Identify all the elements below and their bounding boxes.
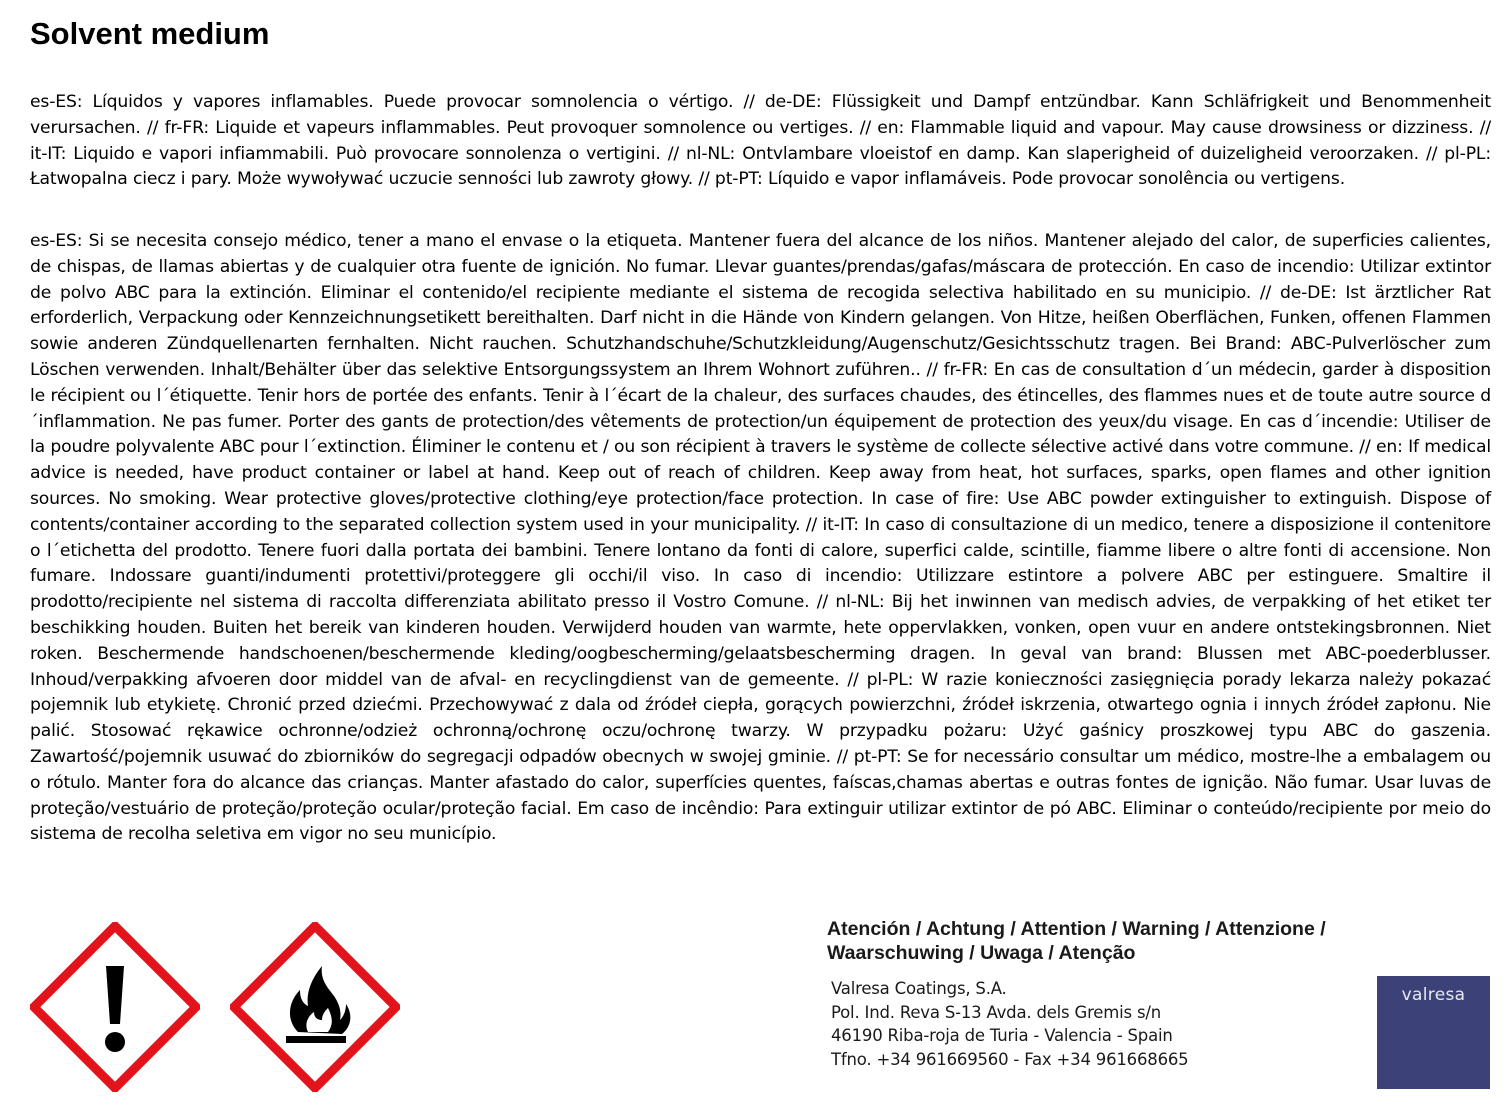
- company-phone-fax: Tfno. +34 961669560 - Fax +34 961668665: [831, 1049, 1189, 1069]
- company-name: Valresa Coatings, S.A.: [831, 979, 1007, 998]
- valresa-logo: [1377, 976, 1490, 1089]
- precautionary-statements: es-ES: Si se necesita consejo médico, tener a mano el envase o la etiqueta. Mantener fuera del alcance de los niños. Mantener alejado del calor, de superficies calientes, de chispas, de llamas abiertas y de cualquier otra fuente de ignición. No fumar. Llevar guantes/prendas/gafas/máscara de protección. En caso de incendio: Utilizar extintor de polvo ABC para la extinción. Eliminar el contenido/el recipiente mediante el sistema de recogida selectiva habilitado en su municipio. // de-DE: Ist ärztlicher Rat erforderlich, Verpackung oder Kennzeichnungsetikett bereithalten. Darf nicht in die Hände von Kindern gelangen. Von Hitze, heißen Oberflächen, Funken, offenen Flammen sowie anderen Zündquellenarten fernhalten. Nicht rauchen. Schutzhandschuhe/Schutzkleidung/Augenschutz/Gesichtsschutz tragen. Bei Brand: ABC-Pulverlöscher zum Löschen verwenden. Inhalt/Behälter über das selektive Entsorgungssystem an Ihrem Wohnort zuführen.. // fr-FR: En cas de consultation d´un médecin, garder à disposition le récipient ou l´étiquette. Tenir hors de portée des enfants. Tenir à l´écart de la chaleur, des surfaces chaudes, des étincelles, des flammes nues et de toute autre source d´inflammation. Ne pas fumer. Porter des gants de protection/des vêtements de protection/un équipement de protection des yeux/du visage. En cas d´incendie: Utiliser de la poudre polyvalente ABC pour l´extinction. Éliminer le contenu et / ou son récipient à travers le système de collecte sélective activé dans votre commune. // en: If medical advice is needed, have product container or label at hand. Keep out of reach of children. Keep away from heat, hot surfaces, sparks, open flames and other ignition sources. No smoking. Wear protective gloves/protective clothing/eye protection/face protection. In case of fire: Use ABC powder extinguisher to extinguish. Dispose of contents/container according to the separated collection system used in your municipality. // it-IT: In caso di consultazione di un medico, tenere a disposizione il contenitore o l´etichetta del prodotto. Tenere fuori dalla portata dei bambini. Tenere lontano da fonti di calore, superfici calde, scintille, fiamme libere o altre fonti di accensione. Non fumare. Indossare guanti/indumenti protettivi/proteggere gli occhi/il viso. In caso di incendio: Utilizzare estintore a polvere ABC per estinguere. Smaltire il prodotto/recipiente nel sistema di raccolta differenziata abilitato presso il Vostro Comune. // nl-NL: Bij het inwinnen van medisch advies, de verpakking of het etiket ter beschikking houden. Buiten het bereik van kinderen houden. Verwijderd houden van warmte, hete oppervlakken, vonken, open vuur en andere ontstekingsbronnen. Niet roken. Beschermende handschoenen/beschermende kleding/oogbescherming/gelaatsbescherming dragen. In geval van brand: Blussen met ABC-poederblusser. Inhoud/verpakking afvoeren door middel van de afval- en recyclingdienst van de gemeente. // pl-PL: W razie konieczności zasięgnięcia porady lekarza należy pokazać pojemnik lub etykietę. Chronić przed dziećmi. Przechowywać z dala od źródeł ciepła, gorących powierzchni, źródeł iskrzenia, otwartego ognia i innych źródeł zapłonu. Nie palić. Stosować rękawice ochronne/odzież ochronną/ochronę oczu/ochronę twarzy. W przypadku pożaru: Użyć gaśnicy proszkowej typu ABC do gaszenia. Zawartość/pojemnik usuwać do zbiorników do segregacji odpadów obecnych w swojej gminie. // pt-PT: Se for necessário consultar um médico, mostre-lhe a embalagem ou o rótulo. Manter fora do alcance das crianças. Manter afastado do calor, superfícies quentes, faíscas,chamas abertas e outras fontes de ignição. Não fumar. Usar luvas de proteção/vestuário de proteção/proteção ocular/proteção facial. Em caso de incêndio: Para extinguir utilizar extintor de pó ABC. Eliminar o conteúdo/recipiente por meio do sistema de recolha seletiva em vigor no seu município.: [30, 231, 1491, 845]
- hazard-statements: es-ES: Líquidos y vapores inflamables. Puede provocar somnolencia o vértigo. // de-DE: Flüssigkeit und Dampf entzündbar. Kann Schläfrigkeit und Benommenheit verursachen. // fr-FR: Liquide et vapeurs inflammables. Peut provoquer somnolence ou vertiges. // en: Flammable liquid and vapour. May cause drowsiness or dizziness. // it-IT: Liquido e vapori infiammabili. Può provocare sonnolenza o vertigini. // nl-NL: Ontvlambare vloeistof en damp. Kan slaperigheid of duizeligheid veroorzaken. // pl-PL: Łatwopalna ciecz i pary. Może wywoływać uczucie senności lub zawroty głowy. // pt-PT: Líquido e vapor inflamáveis. Pode provocar sonolência ou vertigens.: [30, 92, 1491, 190]
- company-block: [831, 977, 1188, 1071]
- company-address-line1: Pol. Ind. Reva S-13 Avda. dels Gremis s/n: [831, 1002, 1161, 1022]
- product-title: Solvent medium: [30, 16, 270, 51]
- flame-icon: [230, 922, 400, 1092]
- signal-word: Atención / Achtung / Attention / Warning / Attenzione / Waarschuwing / Uwaga / Atenção: [827, 918, 1326, 964]
- logo-text: valresa: [1401, 985, 1466, 1005]
- exclamation-mark-icon: [30, 922, 200, 1092]
- company-address-line2: 46190 Riba-roja de Turia - Valencia - Spain: [831, 1026, 1173, 1045]
